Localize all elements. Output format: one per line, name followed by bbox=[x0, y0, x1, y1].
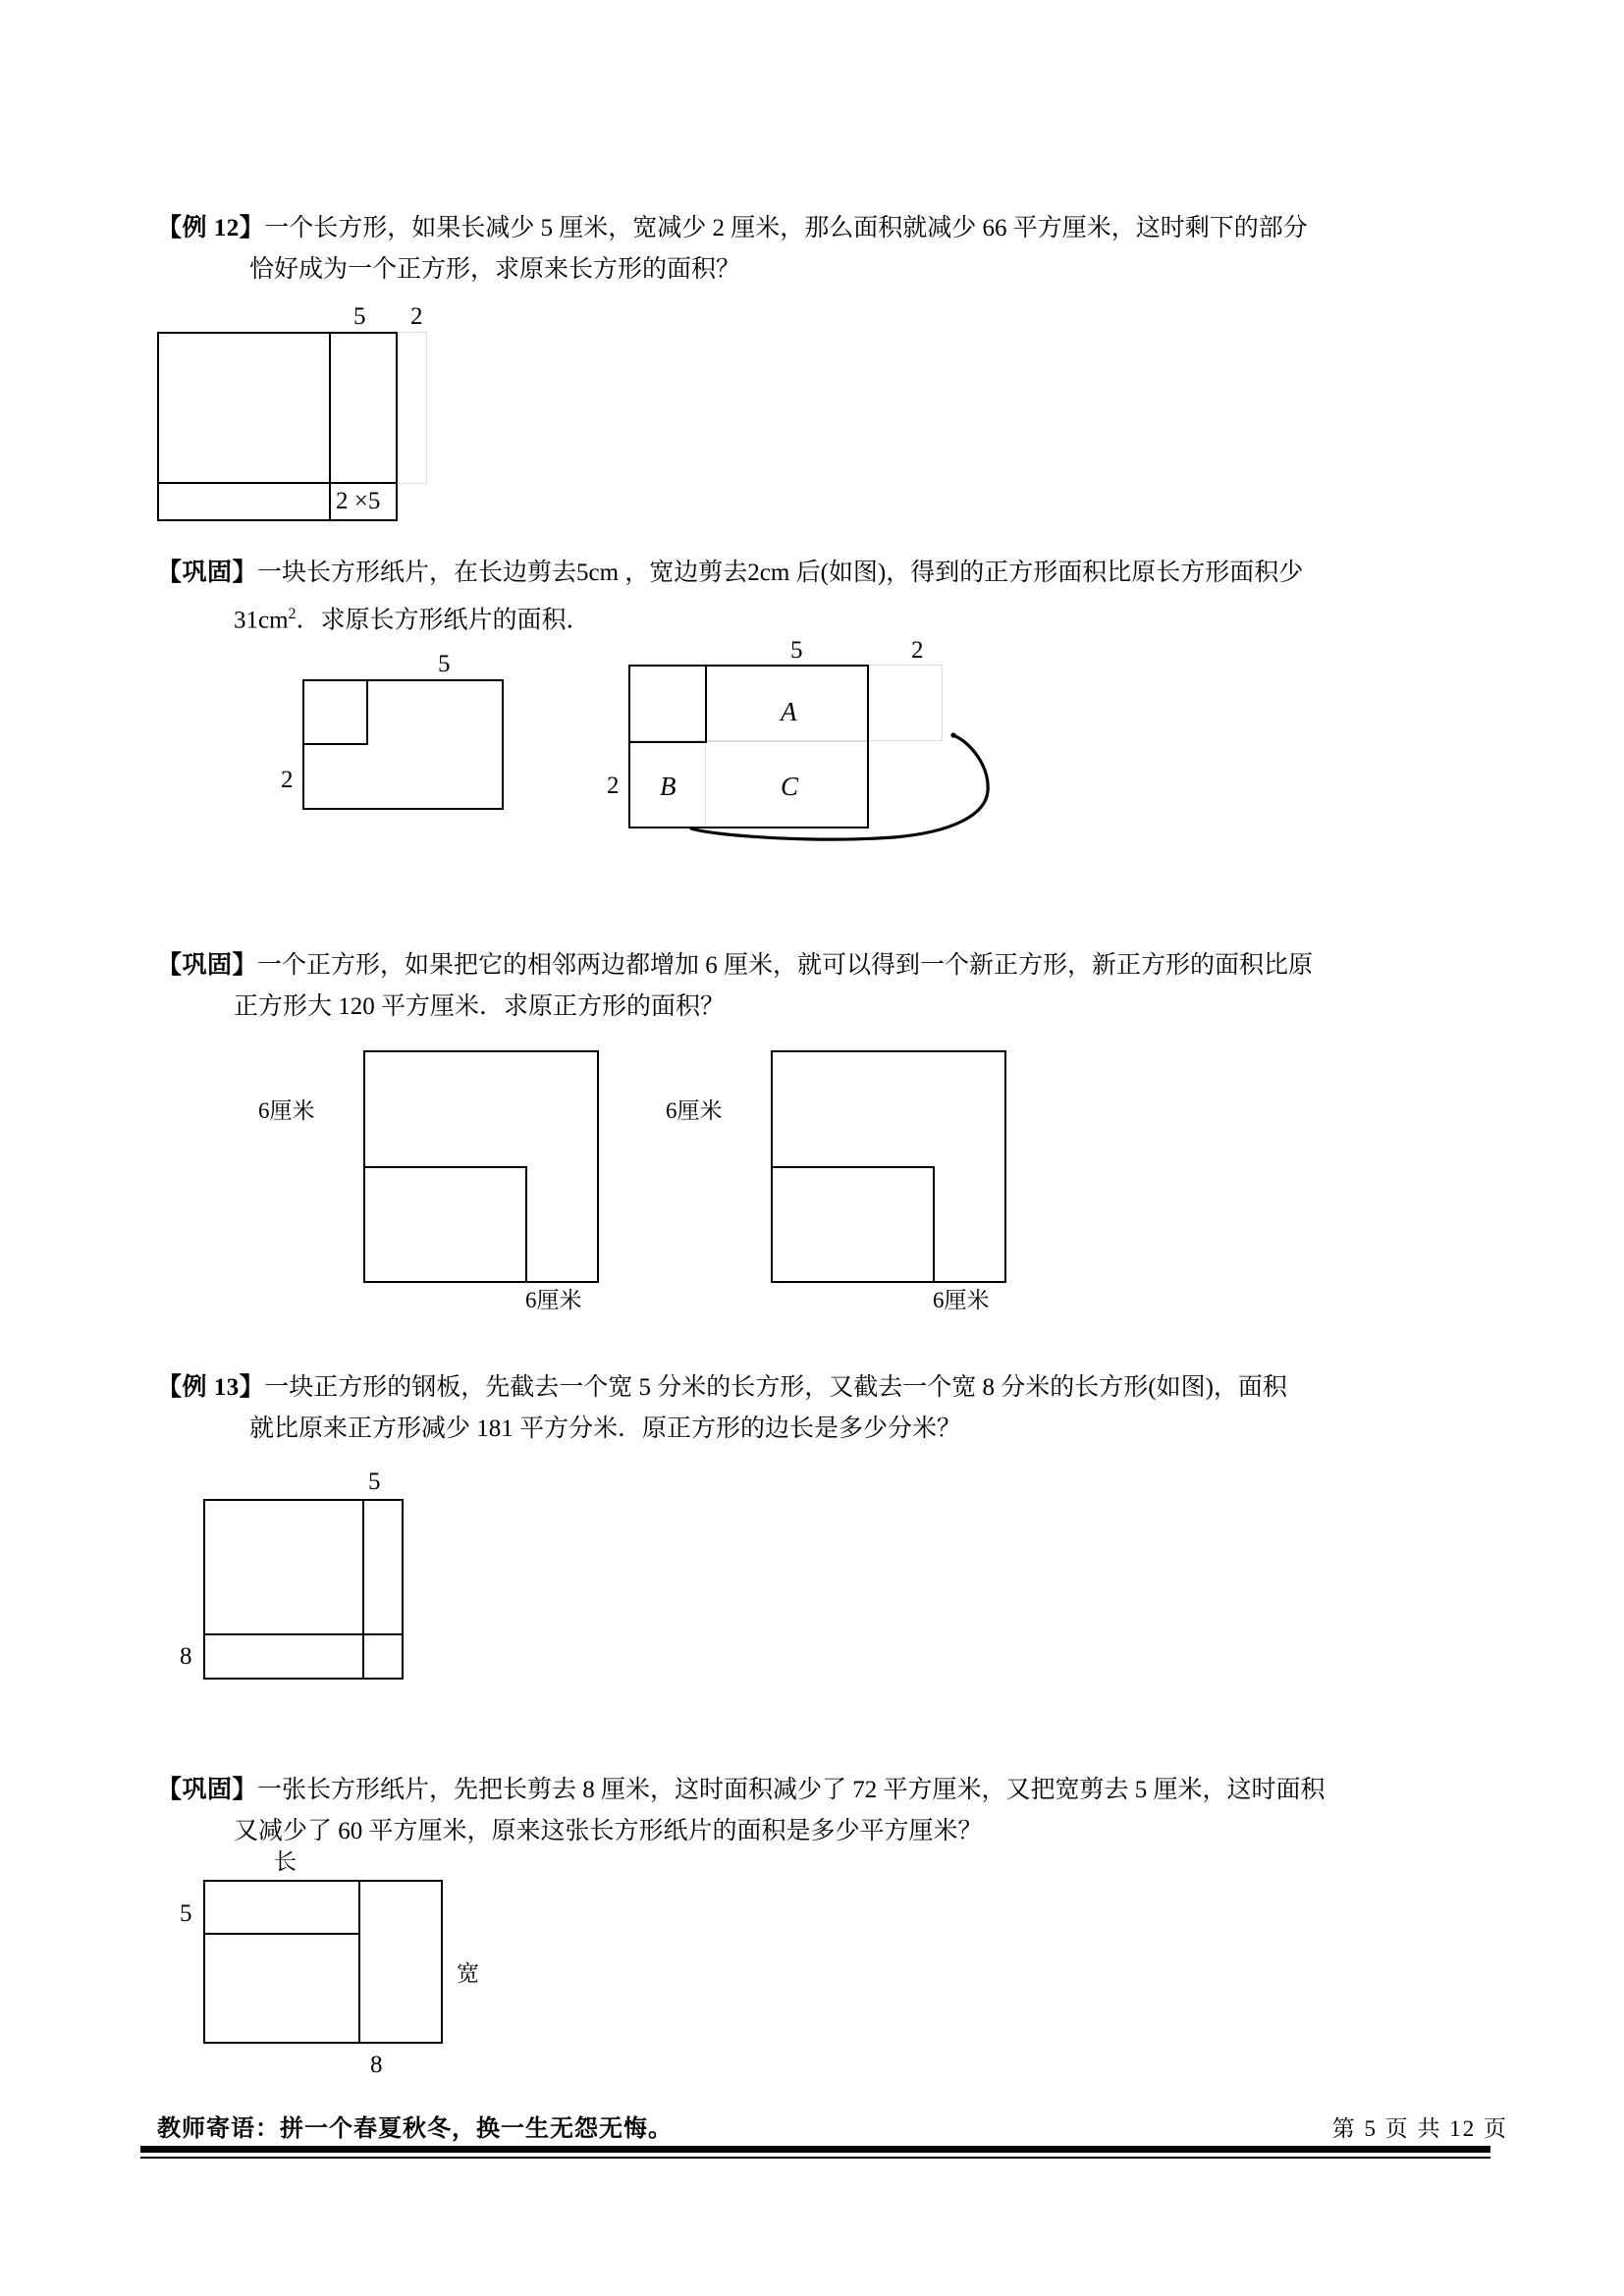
figure-inner-horizontal bbox=[203, 1633, 404, 1635]
figure-example-12 bbox=[157, 303, 471, 518]
figure-label-bottom: 6厘米 bbox=[933, 1288, 990, 1312]
figure-label-2: 2 bbox=[281, 767, 294, 793]
figure-inner-horizontal bbox=[203, 1933, 360, 1935]
problem-tag: 【例 13】 bbox=[157, 1374, 265, 1401]
figure-label-bottom-8: 8 bbox=[370, 2052, 383, 2078]
figure-outer-square bbox=[157, 332, 398, 484]
problem-text-line-2 bbox=[157, 594, 1507, 641]
problem-text-line-1: 一张长方形纸片，先把长剪去 8 厘米，这时面积减少了 72 平方厘米，又把宽剪去 5 厘米，这时面积 bbox=[257, 1777, 1326, 1803]
footer-rule-thick bbox=[140, 2146, 1490, 2153]
problem-text-line-1: 一块长方形纸片，在长边剪去5cm ，宽边剪去2cm 后(如图)，得到的正方形面积比原长方形面积少 bbox=[257, 560, 1304, 586]
problem-text-line-2: 正方形大 120 平方厘米．求原正方形的面积？ bbox=[234, 993, 726, 1020]
problem-example-13 bbox=[157, 1367, 1507, 1450]
problem-text-tail: ．求原长方形纸片的面积． bbox=[296, 607, 591, 634]
footer-motto: 教师寄语：拼一个春夏秋冬，换一生无怨无悔。 bbox=[157, 2116, 673, 2142]
problem-tag: 【巩固】 bbox=[157, 1777, 258, 1803]
figure-label-side: 6厘米 bbox=[258, 1098, 315, 1123]
problem-text-line-2: 又减少了 60 平方厘米，原来这张长方形纸片的面积是多少平方厘米？ bbox=[234, 1818, 983, 1844]
figure-inner-horizontal bbox=[771, 1166, 935, 1168]
figure-inner-vertical bbox=[933, 1166, 935, 1283]
problem-text-line-1: 一个正方形，如果把它的相邻两边都增加 6 厘米，就可以得到一个新正方形，新正方形的面积比原 bbox=[257, 952, 1314, 979]
figure-example-13 bbox=[180, 1468, 459, 1695]
figure-gonggu-2-right bbox=[666, 1050, 1046, 1312]
problem-text-superscript: 2 bbox=[288, 606, 297, 622]
figure-label-bottom: 6厘米 bbox=[525, 1288, 582, 1312]
problem-gonggu-3 bbox=[157, 1770, 1507, 1852]
figure-vertical-divider bbox=[329, 332, 331, 484]
figure-inner-vertical bbox=[362, 1499, 364, 1680]
figure-gonggu-1-right bbox=[607, 637, 1041, 854]
figure-gonggu-1-left bbox=[281, 651, 538, 817]
figure-label-C: C bbox=[781, 772, 799, 801]
problem-gonggu-2 bbox=[157, 945, 1507, 1028]
problem-text-value: 31cm bbox=[234, 607, 289, 634]
figure-bottom-strip-divider bbox=[329, 482, 331, 521]
problem-text-line-1: 一块正方形的钢板，先截去一个宽 5 分米的长方形，又截去一个宽 8 分米的长方形(如图)，面积 bbox=[264, 1374, 1287, 1401]
problem-tag: 【巩固】 bbox=[157, 952, 258, 979]
figure-outer-square bbox=[203, 1499, 404, 1680]
figure-label-left-5: 5 bbox=[180, 1900, 192, 1927]
figure-label-5: 5 bbox=[368, 1468, 381, 1495]
figure-gonggu-2-left bbox=[258, 1050, 638, 1312]
figure-label-8: 8 bbox=[180, 1643, 192, 1670]
footer-page-number: 第 5 页 共 12 页 bbox=[1331, 2116, 1508, 2141]
figure-label-A: A bbox=[781, 697, 797, 726]
figure-inner-horizontal bbox=[363, 1166, 527, 1168]
problem-example-12 bbox=[157, 208, 1507, 291]
figure-inner-vertical bbox=[358, 1880, 360, 2044]
figure-label-2x5: 2 ×5 bbox=[336, 488, 381, 514]
figure-main-square bbox=[628, 665, 869, 828]
figure-label-5: 5 bbox=[790, 637, 803, 664]
figure-label-5: 5 bbox=[438, 651, 451, 677]
figure-label-2: 2 bbox=[410, 303, 423, 330]
figure-topleft-horizontal bbox=[628, 741, 707, 743]
figure-label-5: 5 bbox=[353, 303, 366, 330]
problem-gonggu-1 bbox=[157, 553, 1507, 641]
figure-inner-horizontal bbox=[302, 743, 368, 745]
problem-text-line-2: 恰好成为一个正方形，求原来长方形的面积？ bbox=[249, 256, 741, 283]
figure-label-2-top: 2 bbox=[911, 637, 924, 664]
figure-outer-rect bbox=[203, 1880, 443, 2044]
figure-label-side: 6厘米 bbox=[666, 1098, 723, 1123]
figure-label-B: B bbox=[660, 772, 677, 801]
figure-label-top: 长 bbox=[274, 1849, 297, 1874]
problem-tag: 【例 12】 bbox=[157, 215, 265, 241]
footer-rule-thin bbox=[140, 2157, 1490, 2159]
problem-text-line-1: 一个长方形，如果长减少 5 厘米，宽减少 2 厘米，那么面积就减少 66 平方厘米，这时剩下的部分 bbox=[264, 215, 1308, 241]
figure-topleft-vertical bbox=[705, 665, 707, 743]
figure-label-right: 宽 bbox=[457, 1961, 479, 1986]
problem-text-line-2: 就比原来正方形减少 181 平方分米．原正方形的边长是多少分米？ bbox=[249, 1415, 962, 1442]
figure-inner-vertical bbox=[525, 1166, 527, 1283]
figure-gonggu-3 bbox=[180, 1849, 517, 2106]
problem-tag: 【巩固】 bbox=[157, 560, 258, 586]
figure-inner-vertical bbox=[366, 679, 368, 745]
figure-label-2-left: 2 bbox=[607, 773, 620, 799]
